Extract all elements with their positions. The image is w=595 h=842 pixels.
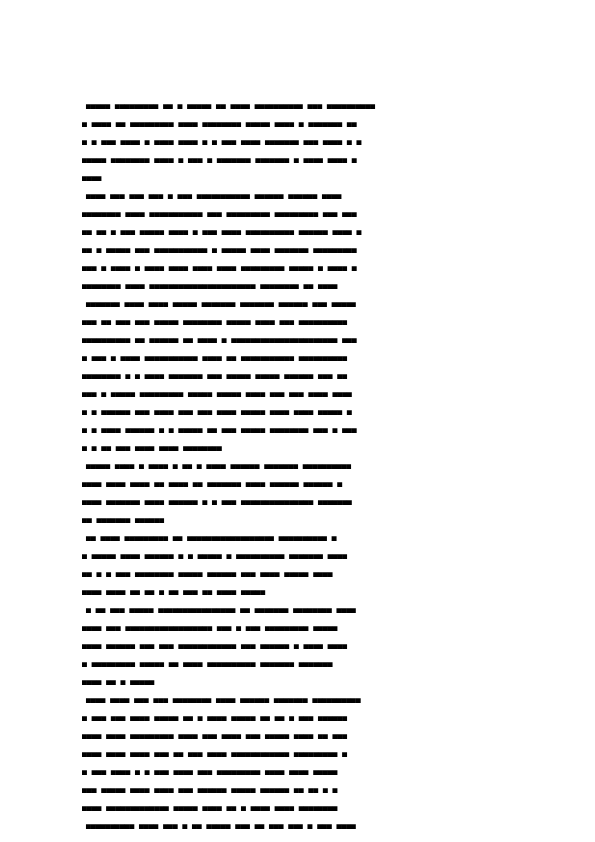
text-line: ▄▄▄▄▄▄▄▄ ▄ ▄ ▄▄▄▄ ▄▄▄▄▄▄▄ ▄▄▄ ▄▄▄▄▄ ▄▄▄▄▄ ▄▄▄▄▄▄ ▄▄▄ ▄▄ <box>82 370 347 379</box>
text-line: ▄▄▄▄ ▄▄ ▄ ▄▄▄▄▄ <box>82 676 155 685</box>
text-line: ▄ ▄▄▄ ▄ ▄▄▄▄ ▄▄▄▄▄▄▄▄▄▄▄ ▄▄▄▄ ▄▄ ▄▄▄▄▄▄▄▄▄▄▄ ▄▄▄▄▄▄▄▄▄▄ <box>82 352 347 361</box>
text-line: ▄▄▄▄ ▄▄▄▄ ▄▄▄ ▄▄▄ ▄▄▄▄▄▄▄▄ ▄▄▄▄ ▄▄▄▄▄▄ ▄▄▄▄▄▄▄ ▄▄▄▄▄▄▄▄▄▄ <box>86 694 361 703</box>
paragraph <box>82 186 512 294</box>
text-line: ▄ ▄▄▄▄ ▄▄ ▄▄▄▄▄▄▄▄▄ ▄▄▄▄ ▄▄▄▄▄▄▄▄ ▄▄▄▄▄ ▄▄▄▄ ▄ ▄▄▄▄▄▄▄ ▄▄ <box>82 118 357 127</box>
text-line: ▄▄▄▄ ▄▄▄▄ ▄▄▄▄▄▄▄▄▄ ▄▄▄▄ ▄▄▄ ▄▄▄▄ ▄▄▄ ▄▄▄▄▄ ▄▄▄▄ ▄▄ ▄▄▄ <box>82 730 347 739</box>
text-line: ▄▄ ▄▄▄▄ ▄▄▄▄▄▄▄▄▄ ▄▄ ▄▄▄▄▄▄▄▄▄▄▄▄▄▄▄▄▄▄ ▄▄▄▄▄▄▄▄▄▄ ▄ <box>86 532 337 541</box>
text-line: ▄ ▄ ▄▄▄▄ ▄▄▄▄▄▄ ▄ ▄ ▄▄▄▄▄ ▄▄ ▄▄▄ ▄▄▄▄▄ ▄▄▄▄▄▄▄▄ ▄▄▄ ▄ ▄▄▄ <box>82 424 357 433</box>
text-line: ▄ ▄ ▄▄ ▄▄▄ ▄▄▄▄ ▄▄▄▄ ▄▄▄▄▄▄▄▄ <box>82 442 222 451</box>
text-line: ▄▄▄ ▄▄ ▄▄▄ ▄▄▄ ▄▄▄▄▄ ▄▄▄▄▄▄▄▄ ▄▄▄▄▄ ▄▄▄▄ ▄▄▄ ▄▄▄▄▄▄▄▄▄▄ <box>82 316 347 325</box>
text-line: ▄▄▄▄▄▄▄▄▄▄ ▄▄ ▄▄▄▄▄▄ ▄▄ ▄▄▄▄ ▄ ▄▄▄▄▄▄▄▄▄▄▄▄▄▄▄▄▄▄▄▄▄▄ ▄▄▄ <box>82 334 357 343</box>
text-line: ▄ ▄▄▄ ▄▄▄▄ ▄ ▄ ▄▄▄ ▄▄▄▄ ▄▄▄ ▄▄▄▄▄▄▄▄▄ ▄▄▄▄ ▄▄▄▄ ▄▄▄▄▄ <box>82 766 338 775</box>
text-line: ▄▄▄ ▄▄▄▄▄ ▄▄▄▄ ▄▄▄▄ ▄▄▄ ▄▄▄▄▄▄ ▄▄▄▄▄ ▄▄▄▄▄▄ ▄▄ ▄▄ ▄ ▄ <box>82 784 338 793</box>
text-line: ▄ ▄▄ ▄▄▄ ▄▄▄▄▄ ▄▄▄▄▄▄▄▄▄▄▄▄▄▄▄▄ ▄▄ ▄▄▄▄▄▄▄ ▄▄▄▄▄▄▄▄ ▄▄▄▄ <box>86 604 356 613</box>
body-text <box>82 96 512 834</box>
paragraph <box>82 528 512 600</box>
text-line: ▄ ▄▄▄ ▄▄▄ ▄▄▄▄ ▄▄▄▄▄ ▄▄ ▄ ▄▄▄▄ ▄▄▄▄▄ ▄▄ ▄▄ ▄ ▄▄▄ ▄▄▄▄▄▄ <box>82 712 347 721</box>
text-line: ▄▄▄ ▄ ▄▄▄▄▄ ▄▄▄▄▄▄▄▄▄ ▄▄▄▄▄ ▄▄▄▄▄ ▄▄▄▄ ▄▄▄ ▄▄▄ ▄▄▄▄ ▄▄▄▄ <box>82 388 352 397</box>
text-line: ▄▄▄▄▄▄▄▄▄▄ ▄▄▄▄ ▄▄▄ ▄ ▄▄ ▄▄▄▄▄ ▄▄▄ ▄▄ ▄▄▄ ▄▄▄ ▄ ▄▄▄ ▄▄▄▄ <box>86 820 356 829</box>
paragraph <box>82 690 512 816</box>
text-line: ▄▄▄▄ ▄▄▄ ▄▄▄ ▄▄▄ ▄ ▄▄▄ ▄▄▄▄▄▄▄▄▄▄▄ ▄▄▄▄▄▄ ▄▄▄▄▄▄ ▄▄▄▄ <box>86 190 342 199</box>
paragraph <box>82 816 512 834</box>
text-line: ▄▄ ▄▄▄▄▄▄▄ ▄▄▄▄▄▄ <box>82 514 164 523</box>
text-line: ▄▄▄▄ ▄▄▄▄ ▄▄▄▄ ▄▄▄ ▄▄ ▄▄▄ ▄▄▄▄ ▄▄▄▄▄▄▄▄▄▄▄▄ ▄▄▄▄▄▄▄▄▄ ▄ <box>82 748 347 757</box>
paragraph <box>82 294 512 456</box>
text-line: ▄▄▄▄ ▄▄▄▄▄▄▄ ▄▄▄▄ ▄▄▄▄▄▄ ▄ ▄ ▄▄▄ ▄▄▄▄▄▄▄▄▄▄▄▄▄▄▄ ▄▄▄▄▄▄▄ <box>82 496 352 505</box>
text-line: ▄ ▄▄▄▄▄ ▄▄▄▄ ▄▄▄▄▄▄ ▄ ▄ ▄▄▄▄▄ ▄ ▄▄▄▄▄▄▄▄▄▄ ▄▄▄▄▄▄▄ ▄▄▄▄ <box>82 550 347 559</box>
text-line: ▄▄▄▄ ▄▄▄▄ ▄▄ ▄▄ ▄ ▄▄ ▄▄▄ ▄▄ ▄▄▄▄ ▄▄▄▄▄ <box>82 586 266 595</box>
paragraph <box>82 96 512 186</box>
text-line: ▄▄▄▄▄ ▄▄▄▄▄▄▄▄ ▄▄▄▄ ▄ ▄▄▄ ▄ ▄▄▄▄▄▄▄ ▄▄▄▄▄▄▄ ▄ ▄▄▄▄ ▄▄▄▄ ▄ <box>82 154 357 163</box>
text-line: ▄▄▄▄▄ ▄▄▄▄ ▄ ▄▄▄▄ ▄ ▄▄ ▄ ▄▄▄▄ ▄▄▄▄▄▄ ▄▄▄▄▄▄▄ ▄▄▄▄▄▄▄▄▄▄ <box>86 460 351 469</box>
text-line: ▄▄▄▄▄ ▄▄▄▄▄▄▄▄▄ ▄▄ ▄ ▄▄▄▄▄ ▄▄ ▄▄▄▄ ▄▄▄▄▄▄▄▄▄▄ ▄▄▄ ▄▄▄▄▄▄▄▄▄▄ <box>86 100 375 109</box>
text-line: ▄▄▄▄ ▄▄▄▄▄▄ ▄▄▄ ▄▄▄ ▄▄▄▄▄▄▄▄▄▄▄▄ ▄▄▄ ▄▄▄▄▄▄ ▄ ▄▄▄▄ ▄▄▄▄ <box>82 640 347 649</box>
text-line: ▄▄ ▄▄ ▄ ▄▄▄ ▄▄▄▄▄ ▄▄▄▄ ▄ ▄▄▄ ▄▄▄▄ ▄▄▄▄▄▄▄▄▄▄ ▄▄▄▄▄▄ ▄▄▄▄ ▄ <box>82 226 362 235</box>
text-line: ▄ ▄ ▄▄▄▄▄▄ ▄▄▄ ▄▄▄▄ ▄▄▄ ▄▄▄ ▄▄▄▄ ▄▄▄▄▄ ▄▄▄▄ ▄▄▄▄ ▄▄▄▄▄ ▄ <box>82 406 352 415</box>
text-line: ▄▄▄▄ <box>82 172 102 181</box>
text-line: ▄▄▄ ▄ ▄▄▄▄ ▄ ▄▄▄▄ ▄▄▄▄ ▄▄▄▄ ▄▄▄▄ ▄▄▄▄▄▄▄▄▄ ▄▄▄▄▄ ▄ ▄▄▄▄ ▄ <box>82 262 357 271</box>
text-line: ▄▄▄▄ ▄▄▄ ▄▄▄▄▄▄▄▄▄▄▄▄▄▄▄▄▄▄ ▄▄▄ ▄ ▄▄▄ ▄▄▄▄▄▄▄▄▄ ▄▄▄▄▄ <box>82 622 338 631</box>
text-line: ▄▄▄▄▄▄▄ ▄▄▄▄ ▄▄▄▄ ▄▄▄▄▄ ▄▄▄▄▄▄▄ ▄▄▄▄▄▄▄ ▄▄▄▄▄▄ ▄▄▄ ▄▄▄▄▄ <box>86 298 356 307</box>
text-line: ▄▄ ▄ ▄▄▄▄▄ ▄▄▄ ▄▄▄▄▄▄▄▄▄▄▄ ▄ ▄▄▄▄▄ ▄▄▄▄ ▄▄▄▄▄▄▄ ▄▄▄▄▄▄▄▄▄ <box>82 244 357 253</box>
paragraph <box>82 600 512 690</box>
text-line: ▄▄▄▄ ▄▄▄▄▄▄▄▄▄▄▄▄▄ ▄▄▄▄▄ ▄▄▄▄ ▄▄ ▄ ▄▄▄▄ ▄▄▄▄ ▄▄▄▄▄▄▄▄ <box>82 802 338 811</box>
text-line: ▄▄ ▄ ▄ ▄▄▄ ▄▄▄▄▄▄▄▄ ▄▄▄▄▄ ▄▄▄▄▄▄ ▄▄▄ ▄▄▄▄ ▄▄▄▄▄ ▄▄▄▄ <box>82 568 333 577</box>
text-line: ▄ ▄▄▄▄▄▄▄▄▄ ▄▄▄▄▄ ▄▄ ▄▄▄▄ ▄▄▄▄▄▄▄▄▄▄ ▄▄▄▄▄▄▄ ▄▄▄▄▄▄▄ <box>82 658 333 667</box>
text-line: ▄▄▄▄ ▄▄▄▄ ▄▄▄▄ ▄▄ ▄▄▄▄ ▄▄ ▄▄▄▄▄▄▄ ▄▄▄▄ ▄▄▄▄▄▄ ▄▄▄▄▄▄ ▄ <box>82 478 343 487</box>
text-line: ▄▄▄▄▄▄▄▄ ▄▄▄▄ ▄▄▄▄▄▄▄▄▄▄▄ ▄▄▄ ▄▄▄▄▄▄▄▄▄ ▄▄▄▄▄▄▄▄▄ ▄▄▄ ▄▄▄ <box>82 208 357 217</box>
text-line: ▄▄▄▄▄▄▄▄ ▄▄▄▄ ▄▄▄▄▄▄▄▄▄▄▄▄▄▄▄▄▄▄▄▄▄▄ ▄▄▄▄▄▄▄▄ ▄▄ ▄▄▄▄ <box>82 280 338 289</box>
text-line: ▄ ▄ ▄▄▄ ▄▄▄▄ ▄ ▄▄▄▄ ▄▄▄▄ ▄ ▄ ▄▄▄ ▄▄▄▄ ▄▄▄▄▄▄▄ ▄▄▄ ▄▄▄▄ ▄ ▄ <box>82 136 362 145</box>
paragraph <box>82 456 512 528</box>
